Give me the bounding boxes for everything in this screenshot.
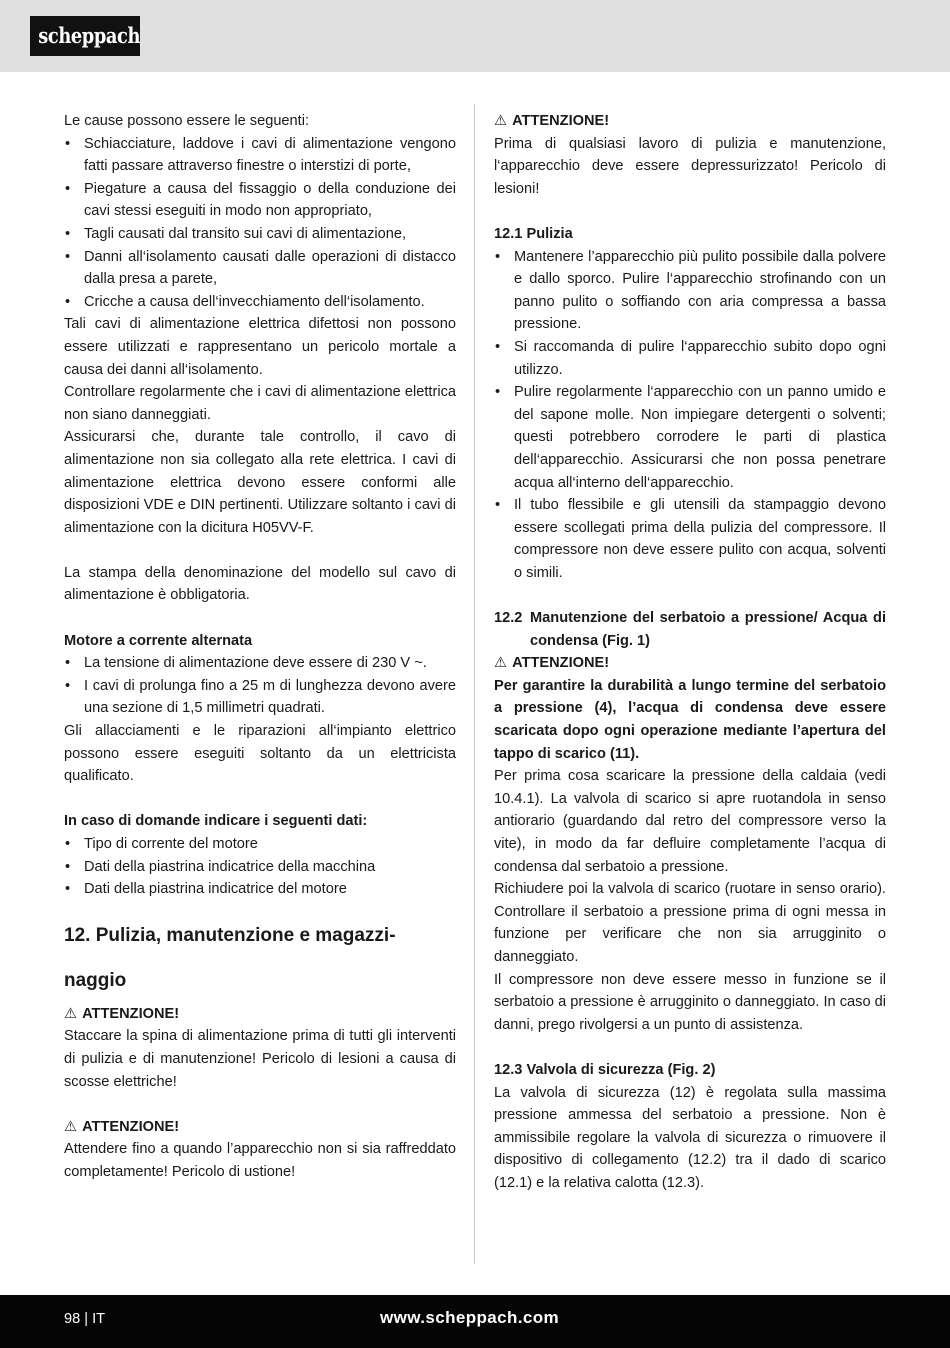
list-item: • I cavi di prolunga fino a 25 m di lunghezza devono avere una sezione di 1,5 millimetri quadrati. [64, 675, 456, 720]
warning-label: ATTENZIONE! [512, 113, 610, 129]
list-item: • Cricche a causa dell‘invecchiamento dell‘isolamento. [64, 291, 456, 314]
left-column [64, 110, 456, 1184]
questions-heading: In caso di domande indicare i seguenti dati: [64, 813, 368, 830]
warning-triangle-icon: ⚠ [64, 1005, 78, 1022]
logo-text: scheppach [38, 23, 141, 48]
scheppach-logo [30, 16, 140, 56]
column-divider [474, 104, 475, 1264]
list-item: • Mantenere l’apparecchio più pulito possibile dalla polvere e dallo sporco. Pulire l‘apparecchio strofinando con un panno pulito o soffiando con aria compressa a bassa pressione. [494, 246, 886, 336]
list-item: • Schiacciature, laddove i cavi di alimentazione vengono fatti passare attraverso finestre o interstizi di porte, [64, 133, 456, 178]
paragraph: Il compressore non deve essere messo in funzione se il serbatoio a pressione è arrugginito o danneggiato. In caso di danni, prego rivolgersi a un punto di assistenza. [494, 971, 886, 1033]
paragraph: Prima di qualsiasi lavoro di pulizia e manutenzione, l‘apparecchio deve essere depressurizzato! Pericolo di lesioni! [494, 135, 886, 197]
paragraph: Staccare la spina di alimentazione prima di tutti gli interventi di pulizia e di manutenzione! Pericolo di lesioni a causa di scosse elettriche! [64, 1028, 456, 1090]
paragraph: Gli allacciamenti e le riparazioni all‘impianto elettrico possono essere eseguiti soltanto da un elettricista qualificato. [64, 723, 456, 785]
section-12-3-heading: 12.3 Valvola di sicurezza (Fig. 2) [494, 1061, 716, 1078]
motor-list [64, 652, 456, 720]
section-12-1-heading: 12.1 Pulizia [494, 225, 573, 242]
warning-triangle-icon: ⚠ [494, 113, 508, 129]
warning-label: ATTENZIONE! [512, 655, 610, 672]
footer-bar [0, 1295, 950, 1348]
motor-heading: Motore a corrente alternata [64, 632, 253, 649]
warning-triangle-icon: ⚠ [494, 655, 508, 672]
warning-label: ATTENZIONE! [82, 1005, 180, 1022]
paragraph-bold: Per garantire la durabilità a lungo termine del serbatoio a pressione (4), l’acqua di condensa deve essere scaricata dopo ogni operazione mediante l’apertura del tappo di scarico (11). [494, 677, 886, 762]
list-item: • Si raccomanda di pulire l‘apparecchio subito dopo ogni utilizzo. [494, 336, 886, 381]
section-12-title-line2: naggio [64, 969, 127, 991]
list-item: • Tipo di corrente del motore [64, 833, 456, 856]
warning-heading [64, 1116, 456, 1139]
section-12-2-heading [494, 607, 886, 652]
paragraph: La valvola di sicurezza (12) è regolata sulla massima pressione ammessa del serbatoio a pressione. Non è ammissibile regolare la valvola di sicurezza o rimuovere il dispositivo di collegamento (12.2) tra il dado di scarico (12.1) e la relativa calotta (12.3). [494, 1084, 886, 1191]
section-12-title-line1: 12. Pulizia, manutenzione e magazzi- [64, 924, 396, 946]
right-column [494, 110, 886, 1195]
list-item: • Tagli causati dal transito sui cavi di alimentazione, [64, 223, 456, 246]
paragraph: Assicurarsi che, durante tale controllo, il cavo di alimentazione non sia collegato alla rete elettrica. I cavi di alimentazione elettrica devono essere conformi alle disposizioni VDE e DIN pertinenti. Utilizzare soltanto i cavi di alimentazione con la dicitura H05VV-F. [64, 429, 456, 536]
section-12-2-title: Manutenzione del serbatoio a pressione/ Acqua di condensa (Fig. 1) [530, 610, 886, 649]
paragraph: La stampa della denominazione del modello sul cavo di alimentazione è obbligatoria. [64, 564, 456, 604]
warning-heading [494, 110, 886, 133]
list-item: • Piegature a causa del fissaggio o della conduzione dei cavi stessi eseguiti in modo non appropriato, [64, 178, 456, 223]
paragraph: Controllare regolarmente che i cavi di alimentazione elettrica non siano danneggiati. [64, 384, 456, 423]
website-link[interactable]: www.scheppach.com [380, 1308, 560, 1327]
list-item: • La tensione di alimentazione deve essere di 230 V ~. [64, 652, 456, 675]
page-number: 98 | IT [64, 1311, 106, 1327]
paragraph: Attendere fino a quando l’apparecchio non si sia raffreddato completamente! Pericolo di ustione! [64, 1141, 456, 1180]
section-12-title [64, 913, 456, 1003]
warning-heading [494, 652, 886, 675]
questions-list [64, 833, 456, 901]
header-bar [0, 0, 950, 72]
warning-heading [64, 1003, 456, 1026]
paragraph: Richiudere poi la valvola di scarico (ruotare in senso orario). Controllare il serbatoio a pressione prima di ogni messa in funzione per verificare che non sia arrugginito o danneggiato. [494, 881, 886, 965]
list-item: • Dati della piastrina indicatrice della macchina [64, 856, 456, 879]
causes-intro: Le cause possono essere le seguenti: [64, 113, 310, 129]
warning-label: ATTENZIONE! [82, 1118, 180, 1135]
list-item: • Pulire regolarmente l‘apparecchio con un panno umido e del sapone molle. Non impiegare detergenti o solventi; questi potrebbero corrodere le parti di plastica dell‘apparecchio. Assicurarsi che non possa penetrare acqua all‘interno dell‘apparecchio. [494, 381, 886, 494]
warning-triangle-icon: ⚠ [64, 1118, 78, 1135]
causes-list [64, 133, 456, 314]
section-12-2-number: 12.2 [494, 610, 523, 627]
list-item: • Dati della piastrina indicatrice del motore [64, 878, 456, 901]
cleaning-list [494, 246, 886, 585]
paragraph: Tali cavi di alimentazione elettrica difettosi non possono essere utilizzati e rappresentano un pericolo mortale a causa dei danni all‘isolamento. [64, 316, 456, 378]
list-item: • Danni all‘isolamento causati dalle operazioni di distacco dalla presa a parete, [64, 246, 456, 291]
list-item: • Il tubo flessibile e gli utensili da stampaggio devono essere scollegati prima della pulizia del compressore. Il compressore non deve essere pulito con acqua, solventi o simili. [494, 494, 886, 584]
paragraph: Per prima cosa scaricare la pressione della caldaia (vedi 10.4.1). La valvola di scarico si apre ruotandola in senso antiorario (guardando dal retro del compressore verso la vite), in modo da far defluire completamente l’acqua di condensa dal serbatoio a pressione. [494, 768, 886, 875]
